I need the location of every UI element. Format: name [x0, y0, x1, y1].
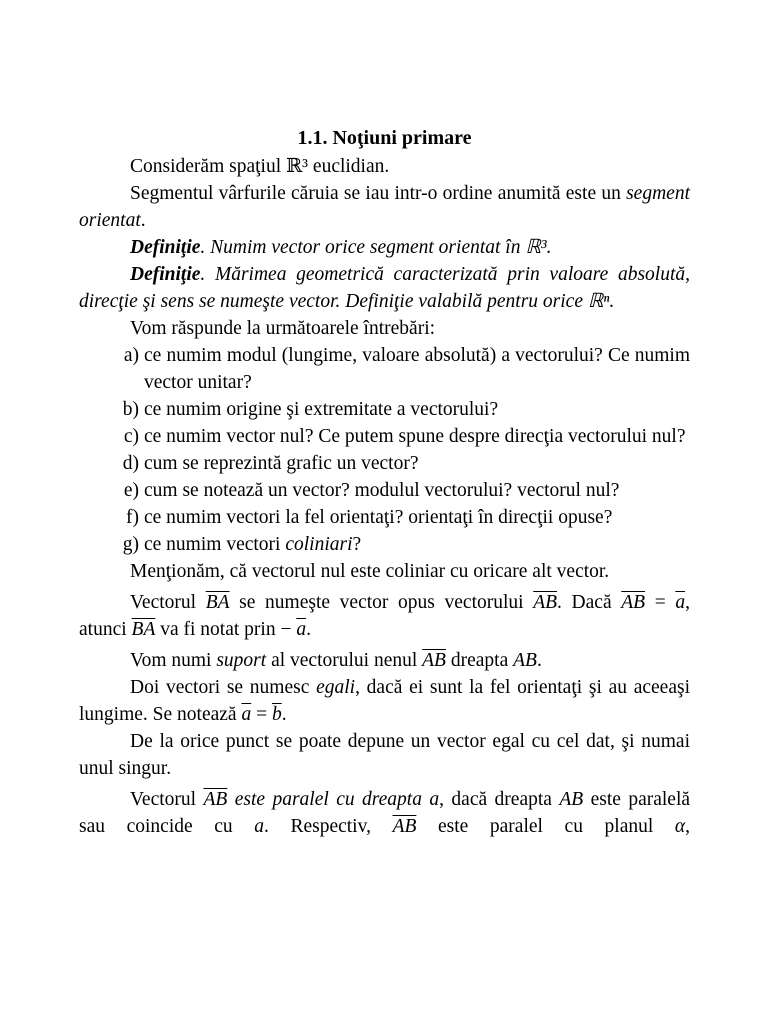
paragraph-depune: De la orice punct se poate depune un vector egal cu cel dat, şi numai unul singur.: [79, 731, 690, 779]
definition-text: . Mărimea geometrică caracterizată prin valoare absolută, direcţie şi sens se numeşte vector: [79, 264, 690, 312]
vector-BA: $\overline{BA}$: [131, 619, 156, 640]
list-text: cum se reprezintă grafic un vector?: [144, 453, 419, 474]
text: Segmentul vârfurile căruia se iau intr-o ordine anumită este un: [130, 183, 627, 204]
paragraph-opus: [79, 589, 690, 643]
list-label: b): [122, 399, 139, 420]
plane-alpha: α: [674, 816, 686, 837]
term-egali: egali: [316, 677, 356, 698]
paragraph-mention: Menţionăm, că vectorul nul este coliniar cu oricare alt vector.: [130, 561, 610, 582]
text: , dacă dreapta: [439, 789, 560, 810]
term-suport: suport: [216, 650, 267, 671]
paragraph-space: Considerăm spaţiul ℝ³ euclidian.: [130, 156, 390, 177]
text: Vectorul: [130, 592, 206, 613]
vector-AB: $\overline{AB}$: [621, 592, 646, 613]
vector-a: $\overline{a}$: [675, 592, 686, 613]
line-a: a: [429, 789, 440, 810]
list-label: f): [126, 507, 139, 528]
text: .: [536, 650, 542, 671]
vector-AB: $\overline{AB}$: [422, 650, 446, 671]
text: Vom numi: [130, 650, 217, 671]
paragraph-segment: [79, 180, 690, 234]
vector-AB: $\overline{AB}$: [392, 816, 417, 837]
list-item: [79, 450, 690, 477]
line-AB: AB: [513, 650, 537, 671]
vector-b: $\overline{b}$: [271, 704, 282, 725]
list-label: d): [122, 453, 139, 474]
list-item: [79, 342, 690, 396]
text: Vectorul: [130, 789, 204, 810]
list-label: g): [122, 534, 139, 555]
list-item: [79, 504, 690, 531]
text: . Dacă: [557, 592, 622, 613]
text: al vectorului nenul: [266, 650, 423, 671]
paragraph-egali: [79, 674, 690, 728]
definition-2: [79, 261, 690, 315]
list-text: [144, 531, 690, 558]
text: se numeşte vector opus vectorului: [229, 592, 534, 613]
text: este paralel cu planul: [416, 816, 675, 837]
definition-label: Definiţie: [130, 237, 201, 258]
list-item: [79, 396, 690, 423]
list-label: c): [123, 426, 139, 447]
list-item: [79, 477, 690, 504]
line-a: a: [254, 816, 264, 837]
text: .: [306, 619, 311, 640]
question-list: [79, 342, 690, 558]
paragraph-suport: [79, 647, 690, 674]
definition-1: [79, 234, 690, 261]
text: , atunci: [79, 592, 690, 640]
vector-BA: $\overline{BA}$: [205, 592, 230, 613]
list-text: ce numim vectori la fel orientaţi? orientaţi în direcţii opuse?: [144, 507, 613, 528]
vector-AB: $\overline{AB}$: [203, 789, 228, 810]
text: ?: [352, 534, 362, 555]
list-text: ce numim origine şi extremitate a vectorului?: [144, 399, 499, 420]
text: este paralelă sau coincide cu: [79, 789, 691, 837]
text: Doi vectori se numesc: [130, 677, 317, 698]
definition-text: . Numim vector orice segment orientat în ℝ³.: [200, 237, 552, 258]
paragraph-paralel: [79, 786, 690, 840]
section-title: 1.1. Noţiuni primare: [297, 127, 472, 149]
list-text: cum se notează un vector? modulul vectorului? vectorul nul?: [144, 480, 620, 501]
list-label: e): [123, 480, 139, 501]
term-segment-orientat: segment orientat: [79, 183, 690, 231]
text: . Respectiv,: [263, 816, 393, 837]
text: , dacă ei sunt la fel orientaţi şi au aceeaşi lungime. Se notează: [79, 677, 691, 725]
equals-sign: =: [251, 704, 272, 725]
list-item: [79, 423, 690, 450]
list-text: ce numim modul (lungime, valoare absolută) a vectorului? Ce numim vector unitar?: [144, 345, 690, 393]
text: ce numim vectori: [144, 534, 286, 555]
list-item: [79, 531, 690, 558]
list-label: a): [123, 345, 139, 366]
term-coliniari: coliniari: [285, 534, 353, 555]
line-AB: AB: [559, 789, 584, 810]
definition-tail: . Definiţie valabilă pentru orice ℝⁿ.: [335, 291, 615, 312]
document-page: [79, 125, 690, 840]
list-text: ce numim vector nul? Ce putem spune despre direcţia vectorului nul?: [144, 426, 686, 447]
term-paralel: este paralel cu dreapta: [227, 789, 430, 810]
vector-a: $\overline{a}$: [296, 619, 307, 640]
text: .: [281, 704, 287, 725]
definition-label: Definiţie: [130, 264, 201, 285]
equals-sign: =: [645, 592, 676, 613]
text: .: [140, 210, 146, 231]
text: dreapta: [445, 650, 514, 671]
vector-a: $\overline{a}$: [241, 704, 252, 725]
vector-AB: $\overline{AB}$: [533, 592, 558, 613]
text: va fi notat prin −: [155, 619, 297, 640]
text: ,: [685, 816, 690, 837]
paragraph-intro: Vom răspunde la următoarele întrebări:: [130, 318, 436, 339]
